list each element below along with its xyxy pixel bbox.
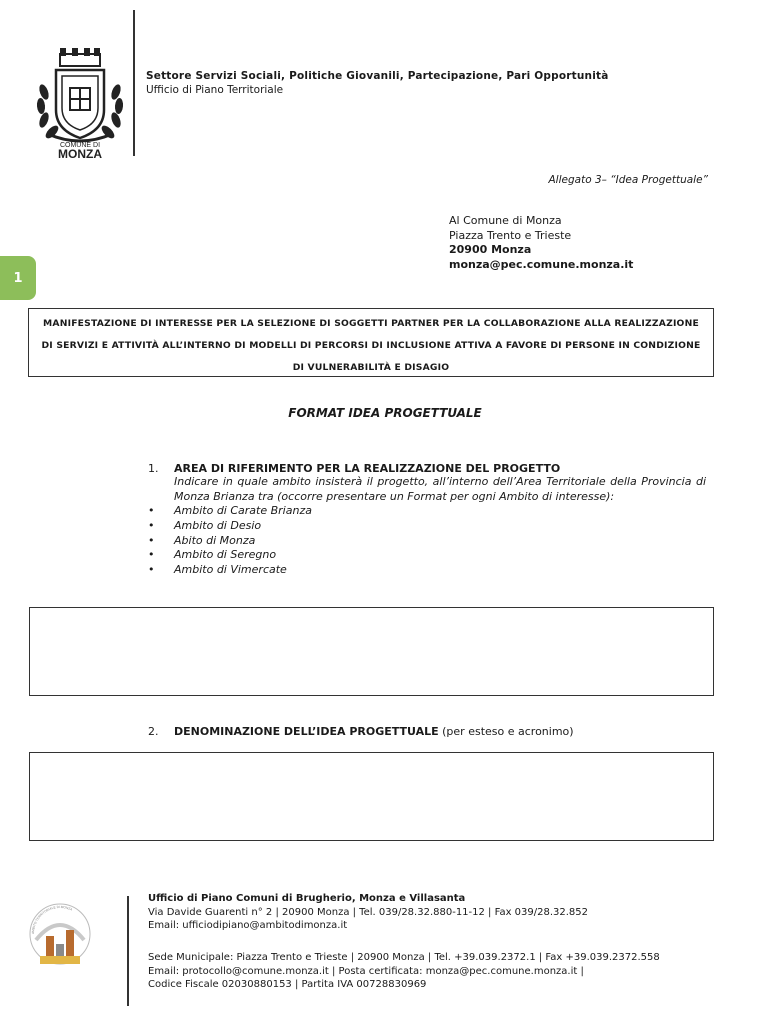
- section-number: 2.: [148, 725, 159, 738]
- main-title-line: DI SERVIZI E ATTIVITÀ ALL’INTERNO DI MODELLI DI PERCORSI DI INCLUSIONE ATTIVA A FAVORE DI PERSONE IN CONDIZIONE: [41, 340, 701, 351]
- allegato-label: Allegato 3– “Idea Progettuale”: [548, 174, 708, 186]
- denominazione-input-box[interactable]: [29, 752, 714, 841]
- ambito-territoriale-logo: [26, 900, 94, 970]
- section-instruction: Indicare in quale ambito insisterà il progetto, all’interno dell’Area Territoriale della Provincia di Monza Brianza tra (occorre presentare un Format per ogni Ambito di interesse):: [174, 475, 706, 503]
- address-line: Al Comune di Monza: [449, 214, 562, 227]
- header-title: Settore Servizi Sociali, Politiche Giovanili, Partecipazione, Pari Opportunità: [146, 70, 609, 82]
- list-item: • Ambito di Carate Brianza: [148, 504, 312, 517]
- footer-office: [148, 892, 588, 933]
- list-item: • Ambito di Desio: [148, 518, 262, 532]
- list-item: • Abito di Monza: [148, 533, 256, 547]
- page-number-tab: 1: [0, 256, 36, 300]
- list-item: • Ambito di Vimercate: [148, 563, 287, 577]
- section-number: 1.: [148, 462, 159, 475]
- footer-email-pec: Email: protocollo@comune.monza.it | Posta certificata: monza@pec.comune.monza.it |: [148, 965, 584, 977]
- address-line: Piazza Trento e Trieste: [449, 228, 572, 242]
- address-line: 20900 Monza: [449, 243, 532, 256]
- list-item: • Ambito di Seregno: [148, 548, 277, 562]
- main-title-box: [28, 308, 714, 377]
- ambito-input-box[interactable]: [29, 607, 714, 696]
- header-subtitle: Ufficio di Piano Territoriale: [146, 84, 284, 96]
- svg-text:AMBITO TERRITORIALE DI MONZA: AMBITO TERRITORIALE DI MONZA: [30, 904, 74, 935]
- svg-text:MONZA: MONZA: [58, 147, 102, 160]
- footer-divider: [127, 896, 129, 1006]
- address-pec: monza@pec.comune.monza.it: [449, 257, 634, 271]
- footer-contact: Via Davide Guarenti n° 2 | 20900 Monza | Tel. 039/28.32.880-11-12 | Fax 039/28.32.852: [148, 906, 589, 918]
- footer-sede: Sede Municipale: Piazza Trento e Trieste | 20900 Monza | Tel. +39.039.2372.1 | Fax +39.039.2372.558: [148, 952, 660, 963]
- recipient-address: [449, 214, 633, 272]
- footer-email: Email: ufficiodipiano@ambitodimonza.it: [148, 920, 348, 931]
- footer-municipal: [148, 951, 660, 992]
- footer-office-name: Ufficio di Piano Comuni di Brugherio, Monza e Villasanta: [148, 893, 466, 904]
- section-note: (per esteso e acronimo): [438, 725, 574, 738]
- comune-monza-logo: [30, 40, 130, 160]
- main-title-line: DI VULNERABILITÀ E DISAGIO: [292, 362, 450, 373]
- section-heading: DENOMINAZIONE DELL’IDEA PROGETTUALE: [174, 725, 439, 738]
- svg-text:COMUNE DI: COMUNE DI: [59, 142, 101, 149]
- section-heading: AREA DI RIFERIMENTO PER LA REALIZZAZIONE DEL PROGETTO: [174, 462, 561, 475]
- header-divider: [133, 10, 135, 156]
- format-title: FORMAT IDEA PROGETTUALE: [288, 406, 482, 420]
- main-title-line: MANIFESTAZIONE DI INTERESSE PER LA SELEZIONE DI SOGGETTI PARTNER PER LA COLLABORAZIONE ALLA REALIZZAZIONE: [43, 318, 699, 329]
- footer-fiscal: Codice Fiscale 02030880153 | Partita IVA 00728830969: [148, 979, 427, 990]
